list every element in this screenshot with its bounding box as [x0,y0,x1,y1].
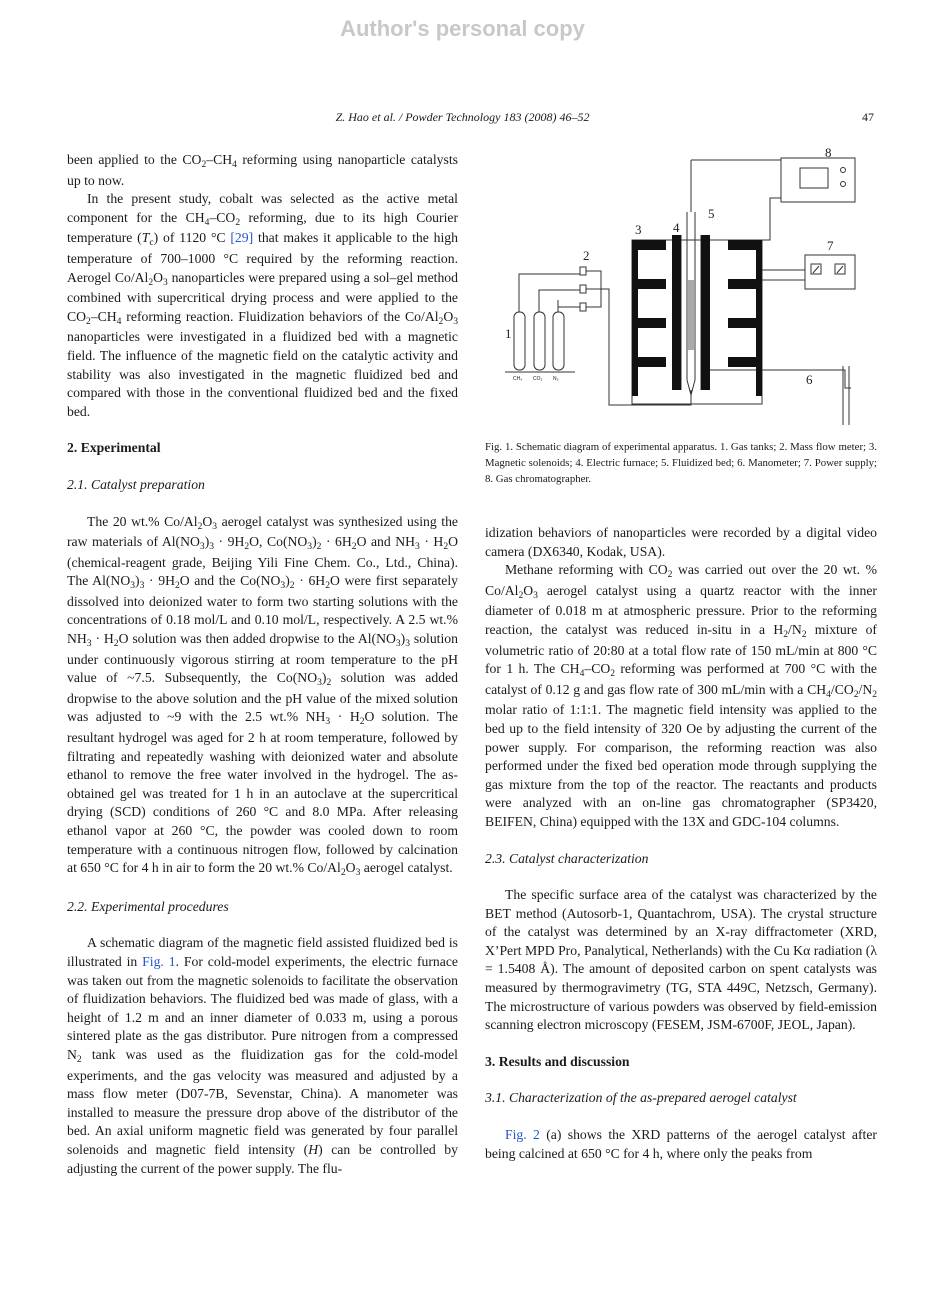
figure-link[interactable]: Fig. 1 [142,953,176,969]
paragraph-present-study: In the present study, cobalt was selected as the active metal component for the $CH_4-CO_2$ reforming, due to its high Courier temperature $(T_c)$ of 1120 °C [29] that makes it applicable to the high temperature of 700–1000 °C required by the reforming reaction. Aerogel $Co/Al_2O_3$ nanoparticles were prepared using a sol–gel method combined with supercritical drying process and were applied to the $CO_2-CH_4$ reforming reaction. Fluidization behaviors of the $Co/Al_2O_3$ nanoparticles were investigated in a fluidized bed with a magnetic field. The influence of the magnetic field on the catalytic activity and stability was also investigated in the magnetic fluidized bed and compared with those in the conventional fluidized bed and the fixed bed. [67,191,459,419]
electric-furnace [672,235,681,390]
paragraph-methane-reforming: Methane reforming with $CO_2$ was carried out over the 20 wt. % $Co/Al_2O_3$ aerogel catalyst using a quartz reactor with the inner diameter of 0.018 m at atmospheric pressure. Prior to the reforming reaction, the catalyst was reduced in-situ in a $H_2/N_2$ mixture of volumetric ratio of 20:80 at a total flow rate of 150 mL/min at 800 °C for 1 h. The $CH_4-CO_2$ reforming was performed at 700 °C with the catalyst of 0.12 g and gas flow rate of 300 mL/min with a $CH_4/CO_2/N_2$ molar ratio of 1:1:1. The magnetic field intensity was applied to the bed up to the field intensity of 320 Oe by adjusting the current of the power supply. For comparison, the reforming reaction was also performed under the fixed bed operation mode through supplying the gas mixture from the top of the reactor. The reactants and products were analyzed with an on-line gas chromatographer (SP3420, BEIFEN, China) equipped with the 13X and GDC-104 columns. [485,562,877,829]
paragraph-continued: idization behaviors of nanoparticles were recorded by a digital video camera (DX6340, Kodak, USA). [485,525,877,559]
label-4: 4 [673,220,680,235]
figure-caption: Fig. 1. Schematic diagram of experimental apparatus. 1. Gas tanks; 2. Mass flow meter; 3. Magnetic solenoids; 4. Electric furnace; 5. Fluidized bed; 6. Manometer; 7. Power supply; 8. Gas chromatographer. [485,441,877,485]
subsection-heading: 3.1. Characterization of the as-prepared aerogel catalyst [485,1090,797,1106]
label-3: 3 [635,222,642,237]
label-1: 1 [505,326,512,341]
label-7: 7 [827,238,834,253]
watermark: Author's personal copy [340,16,585,41]
fluidized-bed [688,280,694,350]
section-heading: 3. Results and discussion [485,1053,630,1069]
gas-tank [514,312,525,370]
subsection-heading: 2.1. Catalyst preparation [67,476,205,492]
figure-link[interactable]: Fig. 2 [505,1127,540,1143]
tank-label: CH₄ [513,376,523,382]
apparatus-diagram [495,140,885,425]
citation-link[interactable]: [29] [230,230,254,246]
running-head: Z. Hao et al. / Powder Technology 183 (2008) 46–52 [335,110,590,124]
label-8: 8 [825,145,832,160]
tank-label: N₂ [553,376,559,382]
solenoid-block [632,240,666,250]
label-5: 5 [708,206,715,221]
tank-label: CO₂ [533,376,543,382]
page-number: 47 [862,110,874,124]
gas-chromatographer [781,158,855,202]
paragraph-intro-end: been applied to the $CO_2-CH_4$ reforming using nanoparticle catalysts up to now. [67,152,458,188]
gas-tank [534,312,545,370]
label-6: 6 [806,372,813,387]
paragraph-catalyst-prep: The 20 wt.% $Co/Al_2O_3$ aerogel catalyst was synthesized using the raw materials of $Al(NO_3)_3 \cdot 9H_2O$, $Co(NO_3)_2 \cdot 6H_2O$ and $NH_3 \cdot H_2O$ (chemical-reagent grade, Beijing Yili Fine Chem. Co., Ltd., China). The $Al(NO_3)_3 \cdot 9H_2O$ and the $Co(NO_3)_2 \cdot 6H_2O$ were first separately dissolved into deionized water to form two starting solutions with the concentrations of 0.18 mol/L and 0.10 mol/L, respectively. A 2.5 wt.% $NH_3 \cdot H_2O$ solution was then added dropwise to the $Al(NO_3)_3$ solution under continuously vigorous stirring at room temperature to the pH value of ~7.5. Subsequently, the $Co(NO_3)_2$ solution was added dropwise to the above solution and the pH value of the mixed solution was adjusted to ~9 with the 2.5 wt.% $NH_3 \cdot H_2O$ solution. The resultant hydrogel was aged for 2 h at room temperature, followed by filtrating and repeatedly washing with deionized water and absolute ethanol to remove the free water involved in the hydrogel. The as-obtained gel was treated for 1 h in an autoclave at the supercritical drying (SCD) conditions of 260 °C and 8.0 MPa. After releasing ethanol vapor at 260 °C, the powder was cooled down to room temperature with a continuous nitrogen flow, followed by calcination at 650 °C for 4 h in air to form the 20 wt.% $Co/Al_2O_3$ aerogel catalyst. [67,513,458,879]
paragraph-experimental-procedures: A schematic diagram of the magnetic field assisted fluidized bed is illustrated in Fig. 1. For cold-model experiments, the electric furnace was taken out from the magnetic solenoids to facilitate the observation of fluidization behaviors. The fluidized bed was made of glass, with a height of 1.2 m and an inner diameter of 0.033 m, using a porous sintered plate as the gas distributor. Pure nitrogen from a compressed $N_2$ tank was used as the fluidization gas for the cold-model experiments, and the gas velocity was measured and adjusted by a mass flow meter (D07-7B, Sevenstar, China). A manometer was installed to measure the pressure drop above of the distributor of the bed. An axial uniform magnetic field was generated by four parallel solenoids and magnetic field intensity (H) can be controlled by adjusting the current of the power supply. The flu- [67,935,458,1176]
right-column [485,524,877,1163]
label-2: 2 [583,248,590,263]
paragraph-results: Fig. 2 (a) shows the XRD patterns of the aerogel catalyst after being calcined at 650 °C for 4 h, where only the peaks from [485,1127,877,1161]
section-heading: 2. Experimental [67,440,161,456]
paragraph-characterization: The specific surface area of the catalyst was characterized by the BET method (Autosorb-1, Quantachrom, USA). The crystal structure of the catalyst was determined by an X-ray diffractometer (XRD, X’Pert MPD Pro, Panalytical, Netherlands) with the Cu Kα radiation (λ = 1.5408 Å). The amount of deposited carbon on spent catalysts was measured by thermogravimetry (TG, STA 449C, Netzsch, Germany). The microstructure of various powders was observed by field-emission scanning electron microscopy (FESEM, JSM-6700F, JEOL, Japan). [485,887,877,1033]
subsection-heading: 2.3. Catalyst characterization [485,850,649,866]
left-column [67,151,458,1178]
subsection-heading: 2.2. Experimental procedures [67,898,229,914]
gas-tank [553,312,564,370]
power-supply [805,255,855,289]
